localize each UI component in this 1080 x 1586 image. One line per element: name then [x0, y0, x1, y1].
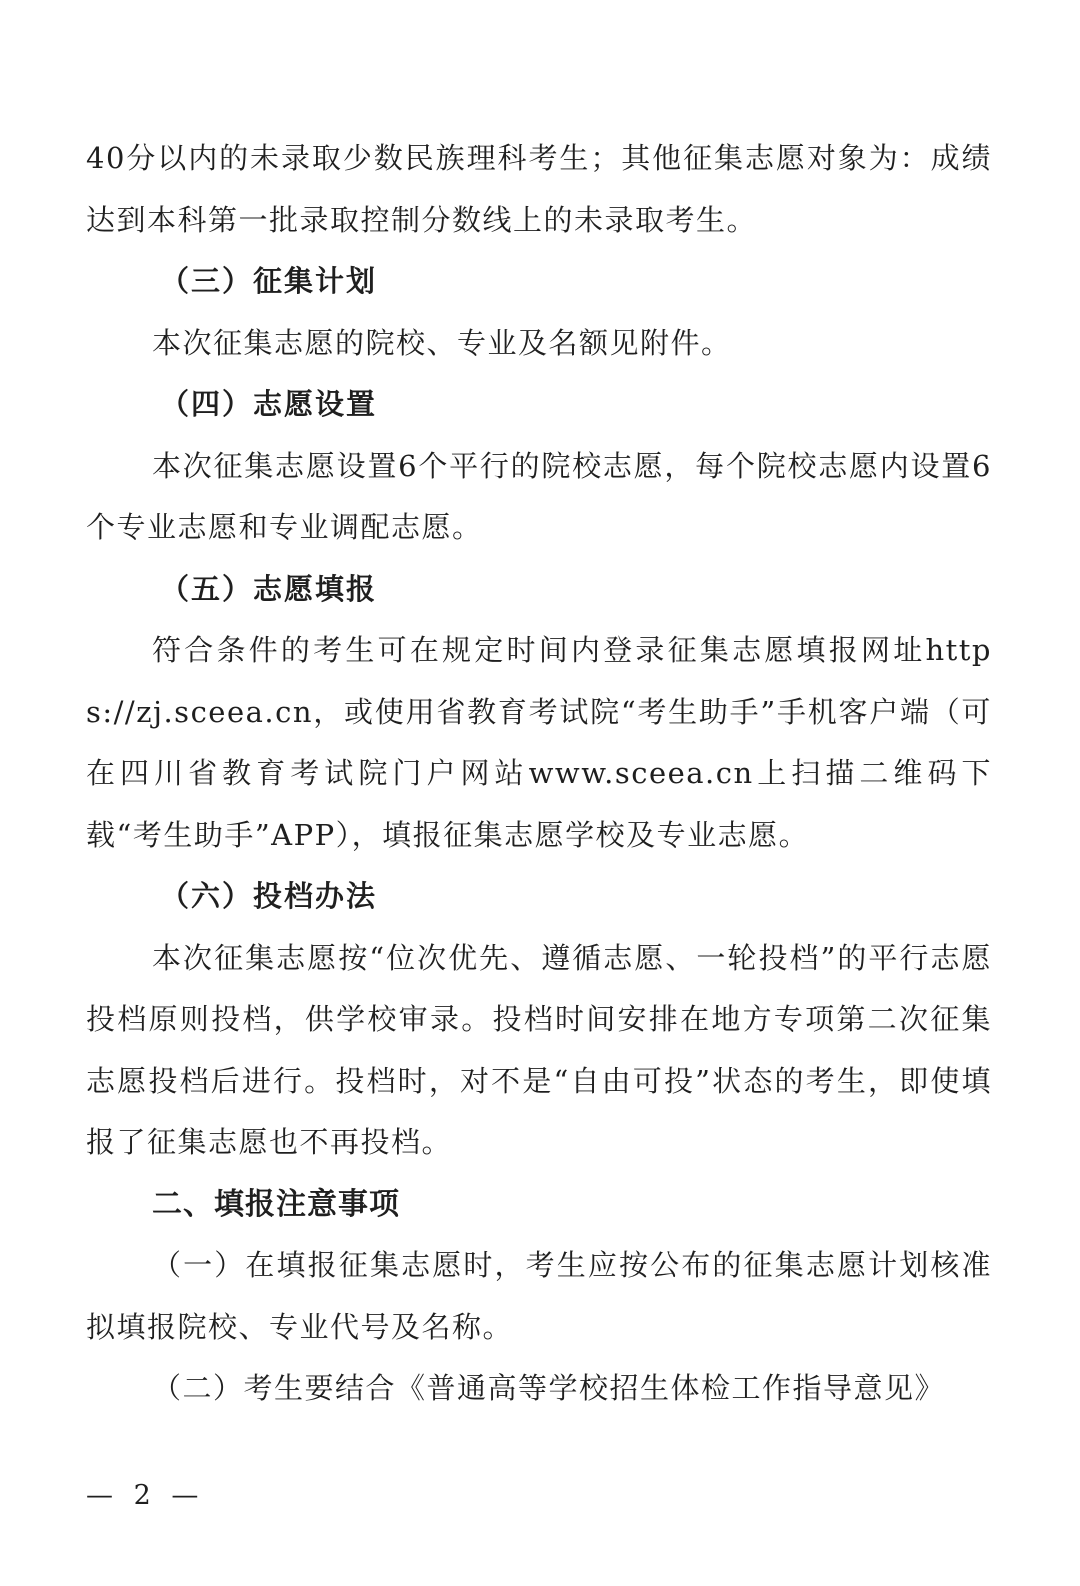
paragraph-note-1: （一）在填报征集志愿时，考生应按公布的征集志愿计划核准拟填报院校、专业代号及名称。: [86, 1248, 992, 1344]
section-heading-notes: 二、填报注意事项: [152, 1186, 400, 1222]
page-number: — 2 —: [86, 1480, 205, 1511]
paragraph-admission-method: 本次征集志愿按“位次优先、遵循志愿、一轮投档”的平行志愿投档原则投档，供学校审录。投档时间安排在地方专项第二次征集志愿投档后进行。投档时，对不是“自由可投”状态的考生，即使填报了征集志愿也不再投档。: [86, 940, 992, 1159]
heading-volunteer-filling: （五）志愿填报: [160, 571, 378, 606]
paragraph-volunteer-filling: 符合条件的考生可在规定时间内登录征集志愿填报网址https://zj.sceea.cn，或使用省教育考试院“考生助手”手机客户端（可在四川省教育考试院门户网站www.sceea.cn上扫描二维码下载“考生助手”APP），填报征集志愿学校及专业志愿。: [86, 633, 992, 852]
heading-recruitment-plan: （三）征集计划: [160, 264, 378, 298]
paragraph-recruitment-plan: 本次征集志愿的院校、专业及名额见附件。: [152, 325, 732, 360]
heading-admission-method: （六）投档办法: [160, 879, 378, 913]
paragraph-eligibility: 40分以内的未录取少数民族理科考生；其他征集志愿对象为：成绩达到本科第一批录取控制分数线上的未录取考生。: [86, 141, 992, 237]
heading-volunteer-settings: （四）志愿设置: [160, 387, 378, 421]
paragraph-note-2: （二）考生要结合《普通高等学校招生体检工作指导意见》: [152, 1371, 946, 1405]
document-body: [86, 128, 992, 1420]
paragraph-volunteer-settings: 本次征集志愿设置6个平行的院校志愿，每个院校志愿内设置6个专业志愿和专业调配志愿。: [86, 448, 992, 544]
